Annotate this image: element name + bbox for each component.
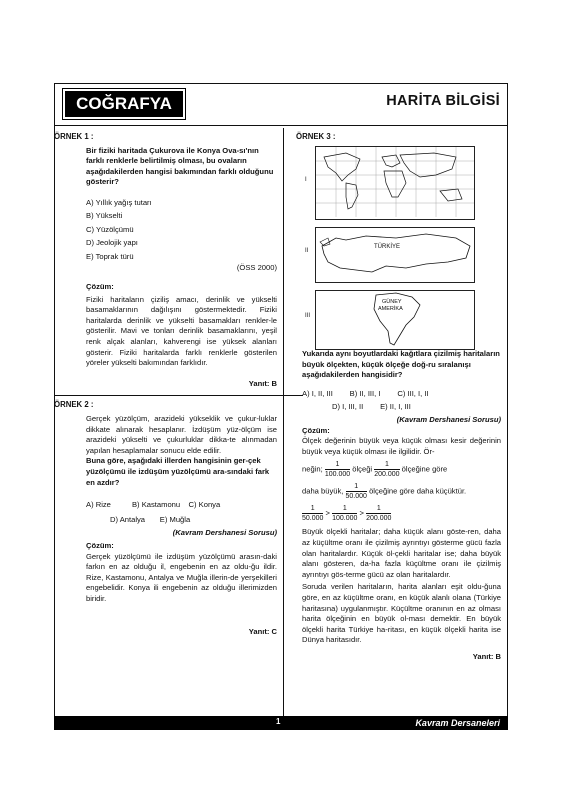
map-label-turkey: TÜRKİYE bbox=[374, 244, 401, 250]
south-america-map bbox=[305, 290, 475, 350]
example-1-options bbox=[80, 196, 277, 264]
greater-than-sign: > bbox=[359, 508, 364, 518]
example-3-solution-3: Soruda verilen haritaların, harita alanları eşit oldu-ğuna göre, en az küçültme oranı, en küçük alanlı olana (Türkiye haritasına) uygulanmıştır. Küçültme oranının en az olması harita ölçeğinin en büyük ol-ması demektir. En büyük ölçekli harita Türkiye ha-ritası, en küçük ölçekli harita ise Dünya haritasıdır. bbox=[302, 582, 501, 645]
fraction-denominator: 100.000 bbox=[324, 471, 351, 479]
example-1-question: Bir fiziki haritada Çukurova ile Konya Ova-sı'nın farklı renklerle belirtilmiş olması, bu ovaların aşağıdakilerden hangisi bakımından farklı olduğunu gösterir? bbox=[86, 145, 274, 187]
example-2-label: ÖRNEK 2 : bbox=[54, 400, 94, 410]
map-label-ii: II bbox=[305, 248, 309, 254]
example-2-options-row-2: D) Antalya E) Muğla bbox=[110, 514, 191, 524]
fraction-line-2-prefix: daha büyük, bbox=[302, 486, 344, 496]
example-1-solution-label: Çözüm: bbox=[86, 282, 114, 292]
option-c: C) Yüzölçümü bbox=[86, 224, 134, 234]
turkey-map-graphic bbox=[316, 228, 474, 280]
page-header bbox=[54, 83, 508, 125]
option-a: A) Yıllık yağış tutarı bbox=[86, 197, 152, 207]
fraction-numerator: 1 bbox=[366, 504, 391, 514]
example-2-solution-label: Çözüm: bbox=[86, 540, 114, 550]
example-2-intro: Gerçek yüzölçüm, arazideki yükseklik ve çukur-luklar dikkate alınarak hesaplanır. İzdüşüm yüz-ölçüm ise arazideki yükselti ve çukurluklar dikka-te alınmadan yapılan hesaplamalar sonucu elde edilir. bbox=[86, 414, 277, 455]
fraction-denominator: 50.000 bbox=[302, 515, 324, 523]
fraction-numerator: 1 bbox=[332, 504, 357, 514]
example-3-solution-label: Çözüm: bbox=[302, 425, 330, 435]
fraction-line-2-suffix: ölçeğine göre daha küçüktür. bbox=[369, 486, 467, 496]
example-3-body bbox=[296, 349, 501, 662]
fraction-numerator: 1 bbox=[374, 460, 399, 470]
example-3-solution-2: Büyük ölçekli haritalar; daha küçük alanı göste-ren, daha az küçültme oranı ile çizilmiş ayrıntıyı gösterme gücü fazla olan haritalardır. Küçük öl-çekli haritalar ise; daha büyük alanı gösteren, da-ha fazla küçültme oranı ile çizilmiş ayrıntıyı gös-terme gücü az olan haritalardır. bbox=[302, 527, 501, 579]
example-2-solution: Gerçek yüzölçümü ile izdüşüm yüzölçümü arasın-daki farkın en az olduğu il, engebenin en az oldu-ğu ildir. Rize, Kastamonu, Antalya ve Muğla illerin-de yerşekilleri engebelidir. Konya ili engebenin az olduğu illerimizden biridir. bbox=[86, 551, 277, 603]
example-2-question: Buna göre, aşağıdaki illerden hangisinin ger-çek yüzölçümü ile izdüşüm yüzölçümü ara-sındaki fark en azdır? bbox=[86, 456, 270, 487]
left-column bbox=[54, 132, 277, 637]
greater-than-sign: > bbox=[325, 508, 330, 518]
fraction-numerator: 1 bbox=[325, 460, 350, 470]
world-map-graphic bbox=[316, 147, 474, 217]
right-column bbox=[296, 132, 501, 146]
example-2-source: (Kavram Dershanesi Sorusu) bbox=[172, 528, 277, 538]
example-3-label: ÖRNEK 3 : bbox=[296, 132, 336, 141]
header-rule bbox=[54, 125, 508, 126]
topic-title: HARİTA BİLGİSİ bbox=[386, 93, 500, 109]
example-1-source: (ÖSS 2000) bbox=[236, 263, 277, 273]
compare-fraction-3 bbox=[366, 504, 391, 523]
example-3-answer: Yanıt: B bbox=[472, 651, 501, 661]
fraction-denominator: 200.000 bbox=[374, 471, 400, 479]
example-2-answer: Yanıt: C bbox=[248, 626, 277, 636]
example-1-solution: Fiziki haritaların çiziliş amacı, derinlik ve yükselti basamaklarının dağılışını göstermektedir. Fiziki haritalarda derinlik ve yükselti basamakları renkler-le gösterilir. Mavi ve tonları derinlik basamaklarını, yeşil renk alçak alanları, kahverengi ise yüksek alanları gösterir. Fiziki haritalarda farklı renklerle gösterilen yöreler yükselti bakımından farklıdır. bbox=[86, 294, 277, 368]
example-1-label: ÖRNEK 1 : bbox=[54, 132, 94, 141]
option-e: E) Toprak türü bbox=[86, 251, 134, 261]
fraction-100000 bbox=[325, 460, 350, 479]
example-3-options-row-1: A) I, II, III B) II, III, I C) III, I, II bbox=[302, 388, 429, 398]
section-separator bbox=[54, 395, 303, 396]
example-2-options-row-1: A) Rize B) Kastamonu C) Konya bbox=[86, 500, 221, 510]
fraction-numerator: 1 bbox=[302, 504, 323, 514]
map-label-amerika: AMERİKA bbox=[378, 306, 403, 312]
option-d: D) Jeolojik yapı bbox=[86, 238, 138, 248]
map-label-iii: III bbox=[305, 313, 311, 319]
page-footer bbox=[54, 716, 508, 730]
fraction-line-1-prefix: neğin; bbox=[302, 464, 323, 474]
example-3-question: Yukarıda aynı boyutlardaki kağıtlara çizilmiş haritaların büyük ölçekten, küçük ölçeğe doğ-ru sıralanışı aşağıdakilerden hangisidir? bbox=[302, 349, 500, 380]
example-3-solution-intro: Ölçek değerinin büyük veya küçük olması kesir değerinin büyük veya küçük olması ile ilgilidir. Ör- bbox=[302, 436, 501, 456]
example-3-options-row-2: D) I, III, II E) II, I, III bbox=[332, 402, 411, 412]
world-map bbox=[305, 146, 475, 220]
fraction-line-1 bbox=[302, 460, 501, 479]
page-number: 1 bbox=[276, 717, 281, 726]
maps-figure bbox=[305, 146, 475, 350]
fraction-line-1-suffix: ölçeğine göre bbox=[401, 464, 448, 474]
fraction-50000 bbox=[346, 482, 367, 501]
column-divider bbox=[283, 128, 284, 718]
fraction-denominator: 200.000 bbox=[366, 515, 392, 523]
example-3-source: (Kavram Dershanesi Sorusu) bbox=[396, 414, 501, 424]
fraction-denominator: 100.000 bbox=[332, 515, 358, 523]
example-1-answer: Yanıt: B bbox=[248, 378, 277, 388]
footer-brand: Kavram Dersaneleri bbox=[415, 718, 500, 728]
subject-title: COĞRAFYA bbox=[63, 89, 185, 119]
turkey-map bbox=[305, 227, 475, 283]
compare-fraction-1 bbox=[302, 504, 323, 523]
fraction-denominator: 50.000 bbox=[345, 493, 367, 501]
compare-fraction-2 bbox=[332, 504, 357, 523]
fraction-line-1-middle: ölçeği bbox=[352, 464, 373, 474]
fraction-numerator: 1 bbox=[346, 482, 367, 492]
fraction-comparison bbox=[302, 504, 501, 523]
fraction-line-2 bbox=[302, 482, 501, 501]
option-b: B) Yükselti bbox=[86, 211, 123, 221]
fraction-200000 bbox=[374, 460, 399, 479]
map-label-i: I bbox=[305, 177, 307, 183]
map-label-guney: GÜNEY bbox=[382, 299, 402, 305]
